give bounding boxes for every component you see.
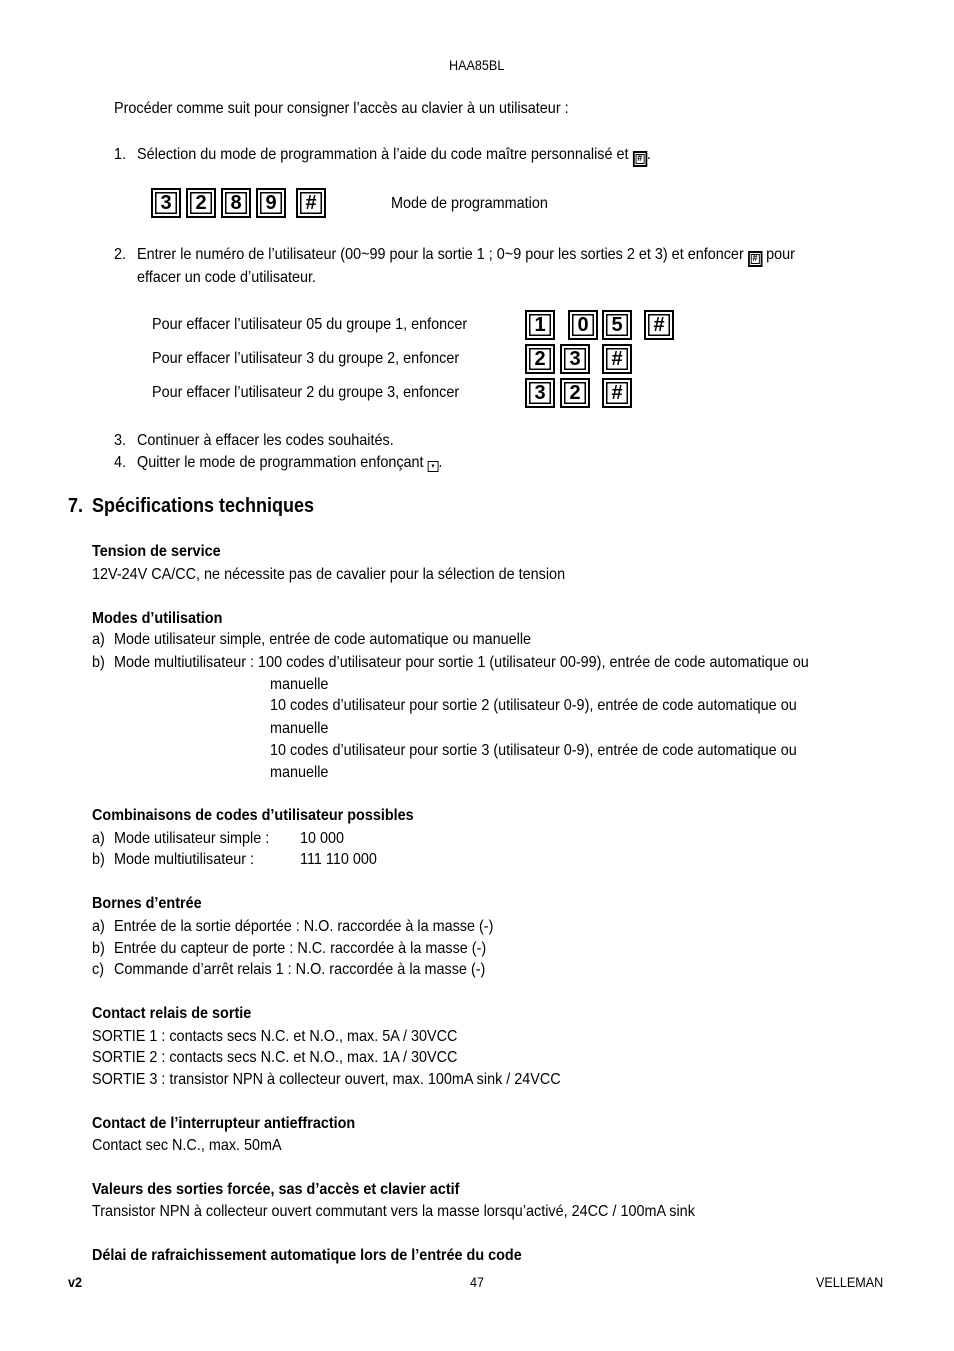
spec-relais-item: SORTIE 1 : contacts secs N.C. et N.O., max. 5A / 30VCC xyxy=(92,1028,458,1045)
key-0-icon: 0 xyxy=(568,310,598,340)
step-1-number: 1. xyxy=(114,146,127,163)
spec-modes-b-line: manuelle xyxy=(270,720,329,737)
spec-bornes-label: c) xyxy=(92,961,104,978)
step-3-text: Continuer à effacer les codes souhaités. xyxy=(137,432,394,449)
spec-relais-item: SORTIE 2 : contacts secs N.C. et N.O., max. 1A / 30VCC xyxy=(92,1049,458,1066)
key-hash-icon: # xyxy=(296,188,326,218)
key-2-icon: 2 xyxy=(525,344,555,374)
intro-text: Procéder comme suit pour consigner l’accès au clavier à un utilisateur : xyxy=(114,100,569,117)
key-3-icon: 3 xyxy=(525,378,555,408)
key-8-icon: 8 xyxy=(221,188,251,218)
key-3-icon: 3 xyxy=(560,344,590,374)
key-hash-icon: # xyxy=(602,344,632,374)
step-1-text: Sélection du mode de programmation à l’aide du code maître personnalisé et # . xyxy=(137,144,651,167)
spec-bornes-item: Commande d’arrêt relais 1 : N.O. raccordée à la masse (-) xyxy=(114,961,486,978)
spec-modes-title: Modes d’utilisation xyxy=(92,610,223,627)
section-title: Spécifications techniques xyxy=(92,495,315,517)
spec-bornes-label: a) xyxy=(92,918,105,935)
spec-comb-b-label: b) xyxy=(92,851,105,868)
key-5-icon: 5 xyxy=(602,310,632,340)
step-2-number: 2. xyxy=(114,246,127,263)
spec-bornes-title: Bornes d’entrée xyxy=(92,895,202,912)
key-hash-icon: # xyxy=(602,378,632,408)
hash-key-icon: # xyxy=(748,251,762,267)
example-1-text: Pour effacer l’utilisateur 05 du groupe 1, enfoncer xyxy=(152,316,468,333)
spec-tension-text: 12V-24V CA/CC, ne nécessite pas de cavalier pour la sélection de tension xyxy=(92,566,566,583)
step-2-text-cont: effacer un code d’utilisateur. xyxy=(137,269,317,286)
spec-modes-b-line: 10 codes d’utilisateur pour sortie 2 (utilisateur 0-9), entrée de code automatique ou xyxy=(270,697,797,714)
step-4-number: 4. xyxy=(114,454,127,471)
spec-tension-title: Tension de service xyxy=(92,543,221,560)
step-2-text: Entrer le numéro de l’utilisateur (00~99 pour la sortie 1 ; 0~9 pour les sorties 2 et 3) et enfoncer # pour xyxy=(137,244,795,267)
spec-relais-title: Contact relais de sortie xyxy=(92,1005,252,1022)
spec-comb-a-value: 10 000 xyxy=(300,830,345,847)
footer-brand: VELLEMAN xyxy=(816,1274,884,1290)
spec-modes-b-line: manuelle xyxy=(270,764,329,781)
hash-key-icon: # xyxy=(633,151,647,167)
spec-anti-text: Contact sec N.C., max. 50mA xyxy=(92,1137,282,1154)
spec-relais-item: SORTIE 3 : transistor NPN à collecteur ouvert, max. 100mA sink / 24VCC xyxy=(92,1071,561,1088)
spec-comb-a-label: a) xyxy=(92,830,105,847)
spec-bornes-item: Entrée du capteur de porte : N.C. raccordée à la masse (-) xyxy=(114,940,487,957)
footer-page-number: 47 xyxy=(470,1274,485,1290)
key-3-icon: 3 xyxy=(151,188,181,218)
section-number: 7. xyxy=(68,495,84,517)
spec-comb-b-value: 111 110 000 xyxy=(300,851,377,868)
spec-bornes-item: Entrée de la sortie déportée : N.O. raccordée à la masse (-) xyxy=(114,918,494,935)
spec-comb-b: Mode multiutilisateur : xyxy=(114,851,255,868)
key-hash-icon: # xyxy=(644,310,674,340)
programming-mode-label: Mode de programmation xyxy=(391,195,548,212)
spec-modes-b: Mode multiutilisateur : 100 codes d’utilisateur pour sortie 1 (utilisateur 00-99), entrée de code automatique ou xyxy=(114,654,809,671)
key-9-icon: 9 xyxy=(256,188,286,218)
spec-val-title: Valeurs des sorties forcée, sas d’accès et clavier actif xyxy=(92,1181,460,1198)
step-3-number: 3. xyxy=(114,432,127,449)
spec-comb-a: Mode utilisateur simple : xyxy=(114,830,270,847)
key-1-icon: 1 xyxy=(525,310,555,340)
key-2-icon: 2 xyxy=(186,188,216,218)
spec-anti-title: Contact de l’interrupteur antieffraction xyxy=(92,1115,356,1132)
spec-modes-a-label: a) xyxy=(92,631,105,648)
spec-comb-title: Combinaisons de codes d’utilisateur possibles xyxy=(92,807,414,824)
step-4-text: Quitter le mode de programmation enfonçant ▾ . xyxy=(137,454,443,471)
key-2-icon: 2 xyxy=(560,378,590,408)
spec-modes-b-line: manuelle xyxy=(270,676,329,693)
spec-val-text: Transistor NPN à collecteur ouvert commutant vers la masse lorsqu’activé, 24CC / 100mA sink xyxy=(92,1203,695,1220)
spec-modes-b-label: b) xyxy=(92,654,105,671)
spec-modes-b-line: 10 codes d’utilisateur pour sortie 3 (utilisateur 0-9), entrée de code automatique ou xyxy=(270,742,797,759)
example-3-text: Pour effacer l’utilisateur 2 du groupe 3, enfoncer xyxy=(152,384,460,401)
spec-modes-a: Mode utilisateur simple, entrée de code automatique ou manuelle xyxy=(114,631,532,648)
spec-bornes-label: b) xyxy=(92,940,105,957)
spec-delai-title: Délai de rafraichissement automatique lors de l’entrée du code xyxy=(92,1247,522,1264)
footer-version: v2 xyxy=(68,1274,83,1290)
example-2-text: Pour effacer l’utilisateur 3 du groupe 2, enfoncer xyxy=(152,350,460,367)
star-key-icon: ▾ xyxy=(428,461,439,472)
document-model: HAA85BL xyxy=(449,57,505,73)
